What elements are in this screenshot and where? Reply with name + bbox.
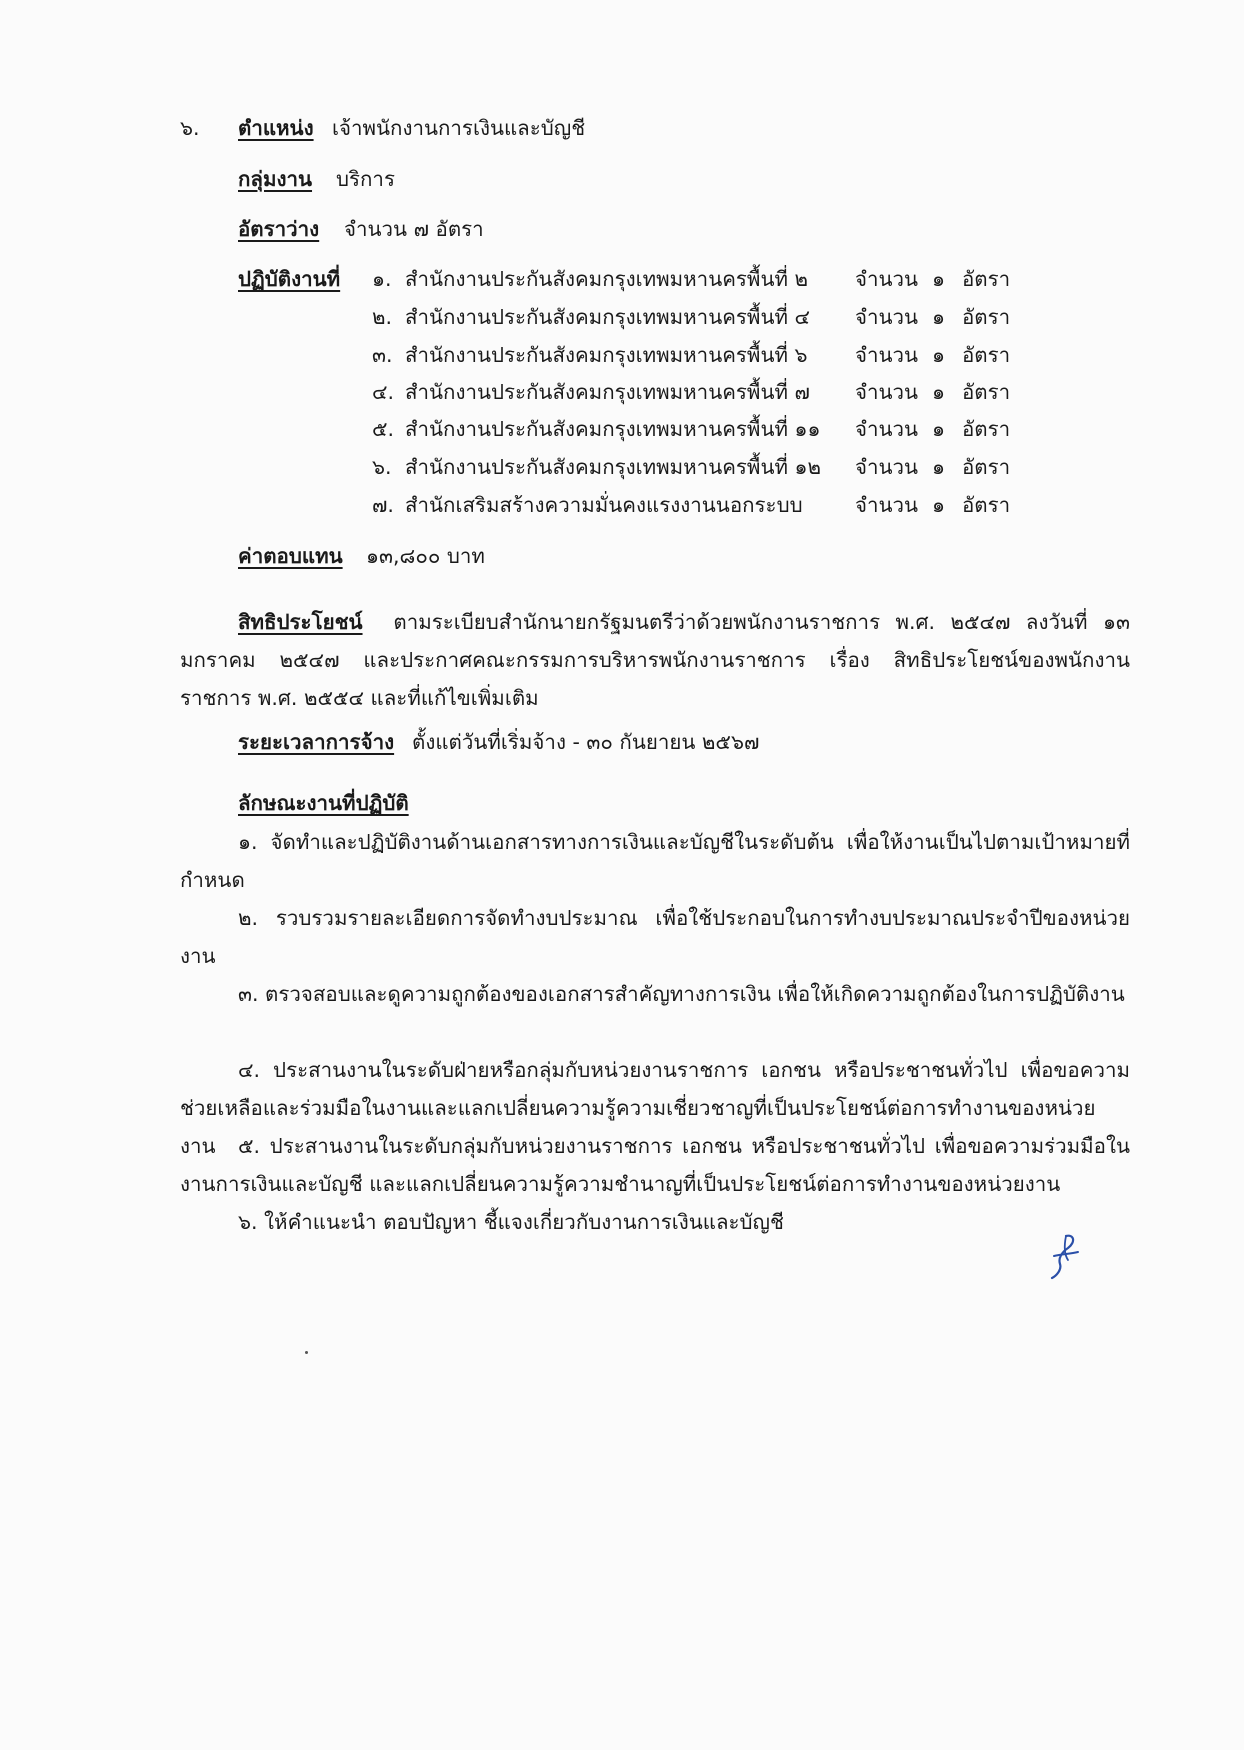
duty-item	[180, 1127, 1130, 1203]
compensation-value: ๑๓,๘๐๐ บาท	[366, 544, 485, 568]
workplace-name: สำนักงานประกันสังคมกรุงเทพมหานครพื้นที่ ๗	[405, 380, 810, 404]
vacancy-label: อัตราว่าง	[238, 217, 320, 241]
workplace-qty: ๑	[932, 343, 946, 367]
duty-text: ๔. ประสานงานในระดับฝ่ายหรือกลุ่มกับหน่วยงานราชการ เอกชน หรือประชาชนทั่วไป เพื่อขอความช่วยเหลือและร่วมมือในงานและแลกเปลี่ยนความรู้ความเชี่ยวชาญที่เป็นประโยชน์ต่อการทำงานของหน่วยงาน	[180, 1058, 1130, 1158]
handwritten-initial-mark	[1044, 1232, 1084, 1280]
workplace-qty-word: จำนวน	[855, 493, 919, 517]
workplace-name: สำนักงานประกันสังคมกรุงเทพมหานครพื้นที่ ๖	[405, 343, 808, 367]
vacancy-value: จำนวน ๗ อัตรา	[344, 217, 484, 241]
group-value: บริการ	[336, 167, 395, 191]
workplace-qty-word: จำนวน	[855, 343, 919, 367]
duty-text: ๓. ตรวจสอบและดูความถูกต้องของเอกสารสำคัญทางการเงิน เพื่อให้เกิดความถูกต้องในการปฏิบัติงาน	[238, 982, 1125, 1006]
workplaces-label: ปฏิบัติงานที่	[238, 267, 341, 291]
compensation-label: ค่าตอบแทน	[238, 544, 343, 568]
benefits-text: ตามระเบียบสำนักนายกรัฐมนตรีว่าด้วยพนักงานราชการ พ.ศ. ๒๕๔๗ ลงวันที่ ๑๓ มกราคม ๒๕๔๗ และประกาศคณะกรรมการบริหารพนักงานราชการ เรื่อง สิทธิประโยชน์ของพนักงานราชการ พ.ศ. ๒๕๕๔ และที่แก้ไขเพิ่มเติม	[180, 610, 1130, 710]
workplace-unit: อัตรา	[962, 493, 1011, 517]
workplace-name: สำนักงานประกันสังคมกรุงเทพมหานครพื้นที่ ๒	[405, 267, 809, 291]
duty-item	[180, 823, 1130, 899]
workplace-number: ๗.	[372, 493, 394, 517]
workplace-number: ๔.	[372, 380, 395, 404]
workplace-number: ๖.	[372, 455, 392, 479]
workplace-unit: อัตรา	[962, 305, 1011, 329]
employment-period-value: ตั้งแต่วันที่เริ่มจ้าง - ๓๐ กันยายน ๒๕๖๗	[412, 730, 760, 754]
workplace-qty: ๑	[932, 455, 946, 479]
workplace-number: ๕.	[372, 417, 395, 441]
duties-heading: ลักษณะงานที่ปฏิบัติ	[238, 791, 409, 815]
employment-period-label: ระยะเวลาการจ้าง	[238, 730, 395, 754]
workplace-number: ๓.	[372, 343, 393, 367]
scan-speck	[305, 1351, 308, 1354]
benefits-paragraph	[180, 603, 1130, 717]
position-label: ตำแหน่ง	[238, 116, 314, 140]
benefits-label: สิทธิประโยชน์	[238, 610, 363, 634]
workplace-number: ๑.	[372, 267, 392, 291]
workplace-unit: อัตรา	[962, 267, 1011, 291]
workplace-number: ๒.	[372, 305, 393, 329]
workplace-qty-word: จำนวน	[855, 267, 919, 291]
workplace-name: สำนักงานประกันสังคมกรุงเทพมหานครพื้นที่ ๑๒	[405, 455, 822, 479]
workplace-qty: ๑	[932, 417, 946, 441]
duty-text: ๖. ให้คำแนะนำ ตอบปัญหา ชี้แจงเกี่ยวกับงานการเงินและบัญชี	[238, 1210, 784, 1234]
workplace-row	[0, 264, 1244, 294]
duty-item	[180, 975, 1130, 1013]
workplace-qty: ๑	[932, 380, 946, 404]
workplace-row	[0, 302, 1244, 332]
workplace-qty-word: จำนวน	[855, 380, 919, 404]
workplace-row	[0, 340, 1244, 370]
workplace-qty: ๑	[932, 305, 946, 329]
duty-text: ๑. จัดทำและปฏิบัติงานด้านเอกสารทางการเงินและบัญชีในระดับต้น เพื่อให้งานเป็นไปตามเป้าหมายที่กำหนด	[180, 830, 1130, 892]
workplace-row	[0, 490, 1244, 520]
item-number: ๖.	[180, 116, 200, 140]
group-label: กลุ่มงาน	[238, 167, 313, 191]
workplace-qty: ๑	[932, 493, 946, 517]
duty-item	[180, 1203, 1130, 1241]
workplace-unit: อัตรา	[962, 455, 1011, 479]
workplace-name: สำนักงานประกันสังคมกรุงเทพมหานครพื้นที่ ๑๑	[405, 417, 821, 441]
position-value: เจ้าพนักงานการเงินและบัญชี	[332, 116, 586, 140]
workplace-row	[0, 414, 1244, 444]
workplace-qty-word: จำนวน	[855, 417, 919, 441]
duty-item	[180, 899, 1130, 975]
workplace-row	[0, 377, 1244, 407]
workplace-unit: อัตรา	[962, 343, 1011, 367]
duty-text: ๒. รวบรวมรายละเอียดการจัดทำงบประมาณ เพื่อใช้ประกอบในการทำงบประมาณประจำปีของหน่วยงาน	[180, 906, 1130, 968]
duty-text: ๕. ประสานงานในระดับกลุ่มกับหน่วยงานราชการ เอกชน หรือประชาชนทั่วไป เพื่อขอความร่วมมือในงานการเงินและบัญชี และแลกเปลี่ยนความรู้ความชำนาญที่เป็นประโยชน์ต่อการทำงานของหน่วยงาน	[180, 1134, 1130, 1196]
workplace-unit: อัตรา	[962, 417, 1011, 441]
workplace-qty: ๑	[932, 267, 946, 291]
workplace-qty-word: จำนวน	[855, 455, 919, 479]
workplace-row	[0, 452, 1244, 482]
workplace-name: สำนักเสริมสร้างความมั่นคงแรงงานนอกระบบ	[405, 493, 803, 517]
workplace-qty-word: จำนวน	[855, 305, 919, 329]
workplace-unit: อัตรา	[962, 380, 1011, 404]
workplace-name: สำนักงานประกันสังคมกรุงเทพมหานครพื้นที่ ๔	[405, 305, 811, 329]
